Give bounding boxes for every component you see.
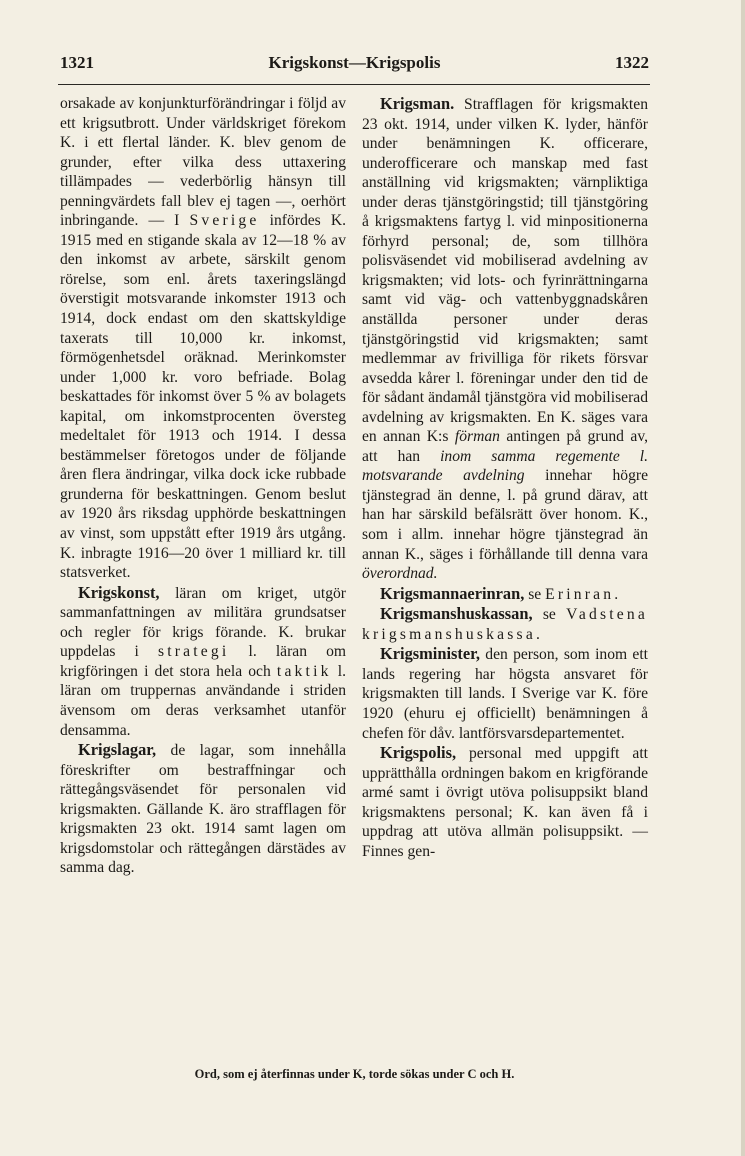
entry-krigspolis <box>362 743 648 861</box>
right-column <box>362 94 648 861</box>
page-number-left: 1321 <box>60 53 94 72</box>
headword: Krigslagar, <box>78 740 157 760</box>
headword: Krigsminister, <box>380 644 481 664</box>
entry-krigsmannaerinran <box>362 584 648 605</box>
entry-text: Strafflagen för krigsmakten 23 okt. 1914, under vilken K. lyder, hänför under benämningen K. officerare, underofficerare och manskap med fast anställning vid krigsmakten; värnpliktiga under deras tjänstgöringstid; till tjänstgöring å krigsmaktens fartyg l. vid minpositionerna förhyrd personal; de, som tillhöra polisväsendet vid mobiliserad avdelning av krigsmakten; vid lots- och fyrinrättningarna samt vid väg- och vattenbyggnadskåren anställda personer under deras tjänstgöringstid vid krigsmakten; samt medlemmar av frivilliga för rikets försvar avsedda kårer l. föreningar under den tid de för sådant ändamål tjänstgöra vid mobiliserad avdelning av krigsmakten. En K. säges vara en annan K:s <box>362 96 648 446</box>
entry-text: antingen på grund av, att han <box>362 428 648 465</box>
entry-text: se <box>532 606 567 624</box>
spaced-term: Sverige <box>189 212 260 230</box>
entry-krigsminister <box>362 644 648 743</box>
entry-text: de lagar, som innehålla föreskrifter om bestraffningar och rättegångsväsendet för personalen vid krigsmakten. Gällande K. äro strafflagen för krigsmakten 23 okt. 1914 samt lagen om krigsdomstolar och rättegången därstädes av samma dag. <box>60 742 346 877</box>
entry-text: den person, som inom ett lands regering har högsta ansvaret för krigsmakten till lands. I Sverige var K. före 1920 (ehuru ej officiellt) benämningen å chefen för dåv. lantförsvarsdepartementet. <box>362 646 648 742</box>
entry-text: läran om kriget, utgör sammanfattningen av militära grundsatser och regler för krigs förande. K. brukar uppdelas i <box>60 584 346 661</box>
entry-krigsman <box>362 94 648 584</box>
headword: Krigsmannaerinran, <box>380 583 525 603</box>
entry-krigslagar <box>60 740 346 878</box>
entry-text: l. läran om truppernas användande i striden ävensom om deras verksamhet utanför densamma. <box>60 662 346 739</box>
entry-krigskonst <box>60 583 346 740</box>
spaced-term: taktik <box>276 662 332 680</box>
italic-term: inom samma regemente l. motsvarande avdelning <box>362 447 648 485</box>
page-edge <box>741 0 745 1156</box>
italic-term: förman <box>454 428 500 446</box>
page-header <box>60 53 649 81</box>
continued-entry <box>60 94 346 583</box>
headword: Krigskonst, <box>78 582 160 602</box>
entry-text: se <box>524 585 546 603</box>
cross-reference: Erinran. <box>545 585 622 603</box>
entry-text: infördes K. 1915 med en stigande skala av 12—18 % av den inkomst av arbete, särskilt genom rörelse, som enl. årets taxeringslängd överstigit motsvarande inkomster 1913 och 1914, dock endast om den skattskyldige taxerats till 10,000 kr. inkomst, förmögenhetsdel oräknad. Merinkomster under 1,000 kr. voro befriade. Bolag beskattades för inkomst över 5 % av bolagets kapital, om inkomstprocenten översteg medeltalet för 1913 och 1914. I dessa bestämmelser företogos under de följande åren flera ändringar, vilka dock icke rubbade grunderna för beskattningen. Genom beslut av 1920 års riksdag upphörde beskattningen av vinst, som uppstått efter 1919 års utgång. K. inbragte 1916—20 över 1 milliard kr. till statsverket. <box>60 212 346 582</box>
cross-reference: Vadstena krigsmanshuskassa. <box>362 606 648 643</box>
entry-text: l. läran om krigföringen i det stora hela och <box>60 643 346 680</box>
entry-text: innehar högre tjänstegrad än denne, l. på grund därav, att han har särskild befälsrätt över honom. K., som i allm. innehar högre tjänstegrad än annan K., säges i förhållande till denna vara <box>362 467 648 563</box>
entry-krigsmanshuskassan <box>362 604 648 644</box>
headword: Krigspolis, <box>380 743 457 763</box>
headword: Krigsmanshuskassan, <box>380 604 533 624</box>
spaced-term: strategi <box>157 643 230 661</box>
page-footer-note: Ord, som ej återfinnas under K, torde sökas under C och H. <box>194 1067 515 1081</box>
running-title: Krigskonst—Krigspolis <box>268 53 441 72</box>
headword: Krigsman. <box>380 94 455 113</box>
left-column <box>60 94 346 878</box>
entry-text: orsakade av konjunkturförändringar i följd av ett krigsutbrott. Under världskriget förekom K. i ett flertal länder. K. blev genom de grunder, efter vilka dess uttaxering tillämpades — vederbörlig hänsyn till penningvärdets fall blev ej tagen —, oerhört inbringande. — I <box>60 95 346 230</box>
entry-text: personal med uppgift att upprätthålla ordningen bakom en krigförande armé samt i övrigt utöva polisuppsikt bland krigsmaktens personal; K. kan även få i uppdrag att utöva allmän polisuppsikt. — Finnes gen- <box>362 745 648 860</box>
italic-term: överordnad. <box>362 565 438 583</box>
header-rule <box>58 84 650 85</box>
page-number-right: 1322 <box>615 53 649 72</box>
